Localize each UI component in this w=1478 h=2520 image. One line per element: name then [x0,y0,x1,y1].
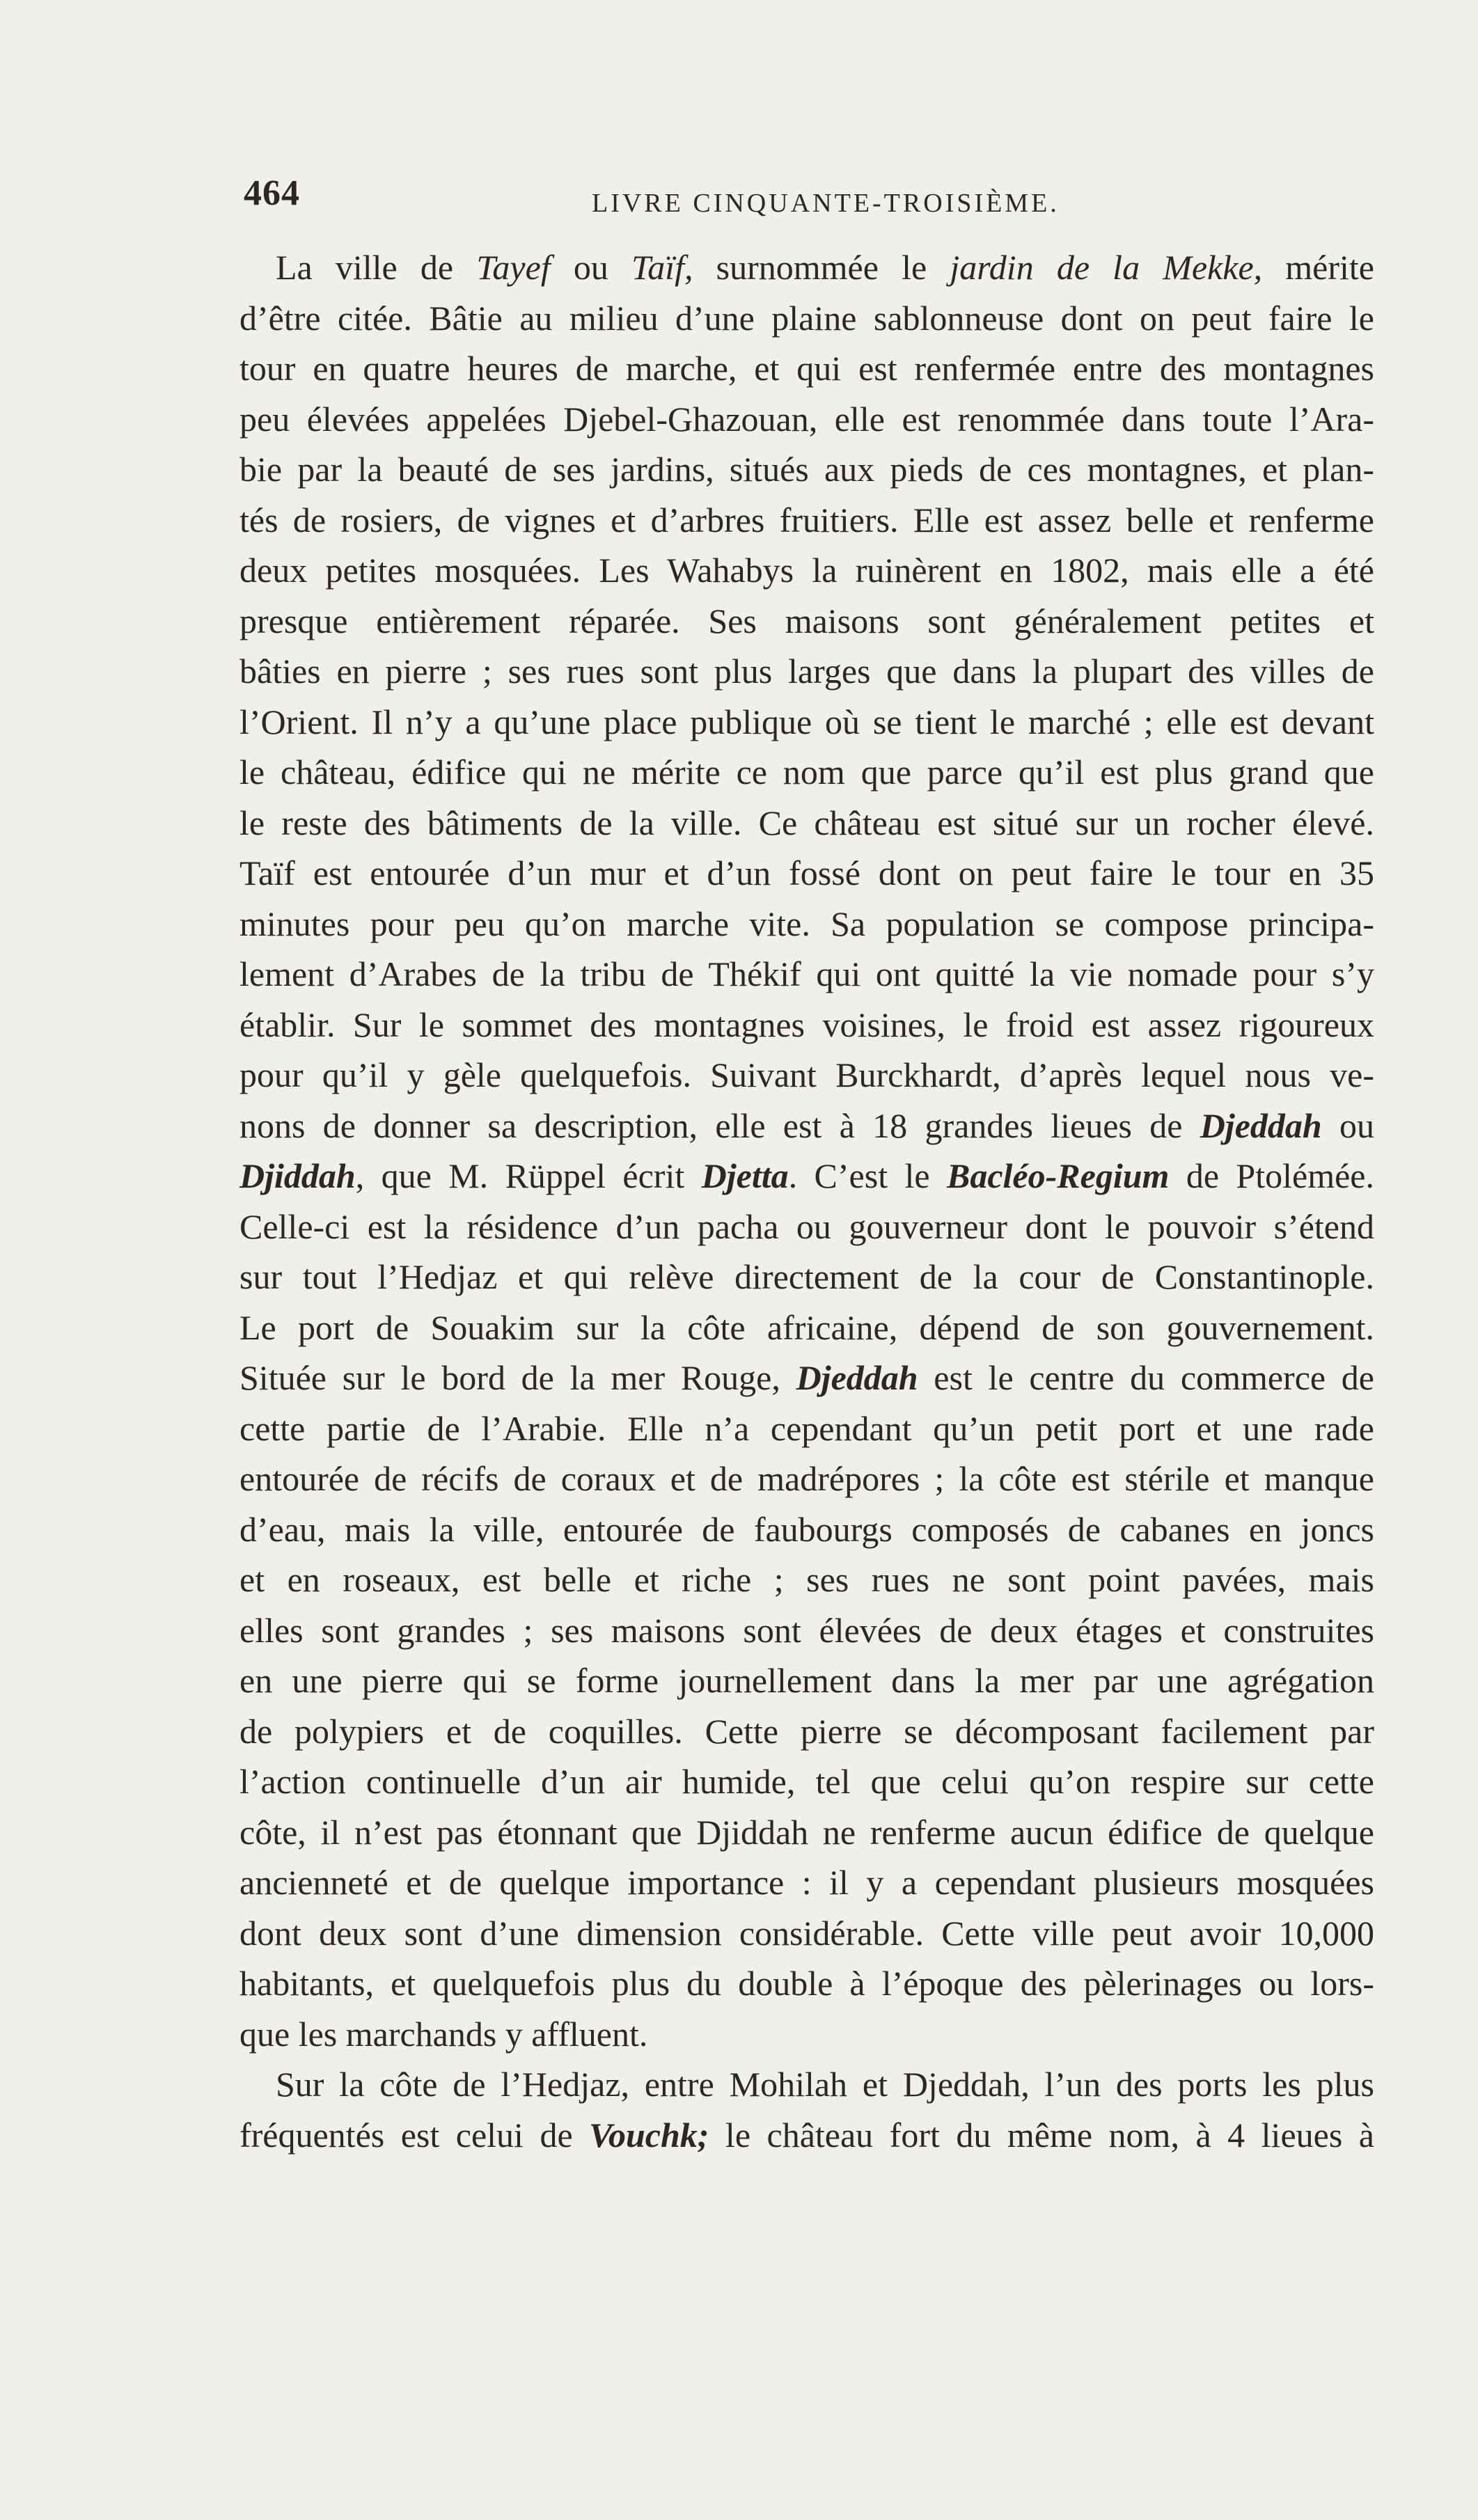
page-header [244,167,1371,223]
text-line: le château, édifice qui ne mérite ce nom que parce qu’il est plus grand que [239,753,1374,792]
italic-place-name: Taïf, [631,248,693,287]
text-line: le reste des bâtiments de la ville. Ce château est situé sur un rocher élevé. [239,803,1374,842]
text-line: Située sur le bord de la mer Rouge, Djeddah est le centre du commerce de [239,1358,1374,1397]
text-line: côte, il n’est pas étonnant que Djiddah ne renferme aucun édifice de quelque [239,1812,1374,1852]
text-line: La ville de Tayef ou Taïf, surnommée le jardin de la Mekke, mérite [276,248,1374,287]
italic-place-name: Djeddah [796,1358,918,1397]
page-number: 464 [244,173,300,213]
text-line: en une pierre qui se forme journellement dans la mer par une agrégation [239,1661,1374,1700]
text-line: d’eau, mais la ville, entourée de faubourgs composés de cabanes en joncs [239,1509,1374,1549]
text-line: entourée de récifs de coraux et de madrépores ; la côte est stérile et manque [239,1459,1374,1498]
text-line: deux petites mosquées. Les Wahabys la ruinèrent en 1802, mais elle a été [239,551,1374,590]
text-line: Le port de Souakim sur la côte africaine, dépend de son gouvernement. [239,1307,1374,1347]
text-line: cette partie de l’Arabie. Elle n’a cependant qu’un petit port et une rade [239,1408,1374,1448]
text-line: elles sont grandes ; ses maisons sont élevées de deux étages et construites [239,1610,1374,1650]
text-line: Djiddah, que M. Rüppel écrit Djetta. C’est le Bacléo-Regium de Ptolémée. [239,1156,1374,1195]
italic-place-name: Vouchk; [589,2115,709,2155]
text-line: établir. Sur le sommet des montagnes voisines, le froid est assez rigoureux [239,1005,1374,1044]
text-line: peu élevées appelées Djebel-Ghazouan, elle est renommée dans toute l’Ara- [239,399,1374,439]
text-line: dont deux sont d’une dimension considérable. Cette ville peut avoir 10,000 [239,1913,1374,1953]
italic-place-name: Mekke, [1163,248,1263,287]
text-line: lement d’Arabes de la tribu de Thékif qui ont quitté la vie nomade pour s’y [239,954,1374,993]
text-line: que les marchands y affluent. [239,2014,648,2054]
body-text [239,242,1374,2160]
text-line: habitants, et quelquefois plus du double à l’époque des pèlerinages ou lors- [239,1964,1374,2003]
running-title: LIVRE CINQUANTE-TROISIÈME. [592,189,1060,218]
text-line: tés de rosiers, de vignes et d’arbres fruitiers. Elle est assez belle et renferme [239,500,1374,540]
text-line: minutes pour peu qu’on marche vite. Sa population se compose principa- [239,904,1374,943]
text-line: l’action continuelle d’un air humide, tel que celui qu’on respire sur cette [239,1762,1374,1801]
italic-place-name: Djiddah [239,1156,356,1195]
text-line: et en roseaux, est belle et riche ; ses rues ne sont point pavées, mais [239,1560,1374,1599]
text-line: bâties en pierre ; ses rues sont plus larges que dans la plupart des villes de [239,652,1374,691]
text-line: fréquentés est celui de Vouchk; le château fort du même nom, à 4 lieues à [239,2115,1374,2155]
text-line: Celle-ci est la résidence d’un pacha ou gouverneur dont le pouvoir s’étend [239,1206,1374,1246]
text-line: de polypiers et de coquilles. Cette pierre se décomposant facilement par [239,1711,1374,1751]
text-line: d’être citée. Bâtie au milieu d’une plaine sablonneuse dont on peut faire le [239,298,1374,338]
italic-place-name: Djeddah [1200,1105,1322,1145]
text-line: Taïf est entourée d’un mur et d’un fossé dont on peut faire le tour en 35 [239,853,1374,892]
text-line: Sur la côte de l’Hedjaz, entre Mohilah et Djeddah, l’un des ports les plus [276,2065,1374,2104]
text-line: pour qu’il y gèle quelquefois. Suivant Burckhardt, d’après lequel nous ve- [239,1055,1374,1094]
italic-phrase: jardin de la [950,248,1140,287]
text-line: sur tout l’Hedjaz et qui relève directement de la cour de Constantinople. [239,1257,1374,1296]
italic-place-name: Tayef [476,248,551,287]
italic-place-name: Djetta [701,1156,789,1195]
text-line: bie par la beauté de ses jardins, situés aux pieds de ces montagnes, et plan- [239,450,1374,489]
text-line: presque entièrement réparée. Ses maisons sont généralement petites et [239,601,1374,640]
text-line: ancienneté et de quelque importance : il y a cependant plusieurs mosquées [239,1863,1374,1902]
text-line: nons de donner sa description, elle est à 18 grandes lieues de Djeddah ou [239,1105,1375,1145]
italic-place-name: Bacléo-Regium [947,1156,1170,1195]
text-line: tour en quatre heures de marche, et qui est renfermée entre des montagnes [239,349,1374,388]
text-line: l’Orient. Il n’y a qu’une place publique où se tient le marché ; elle est devant [239,702,1374,741]
